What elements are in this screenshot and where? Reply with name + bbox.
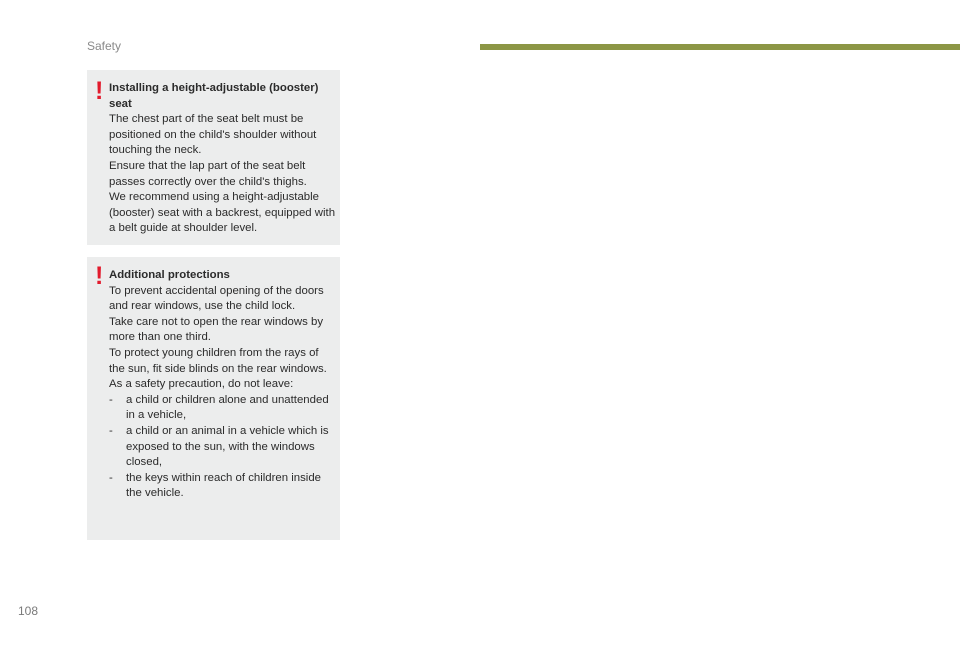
note-paragraph: To protect young children from the rays of the sun, fit side blinds on the rear windows. — [109, 346, 327, 375]
note-title: Installing a height-adjustable (booster) seat — [109, 82, 319, 110]
note-paragraph: We recommend using a height-adjustable (booster) seat with a backrest, equipped with a belt guide at shoulder level. — [109, 191, 336, 235]
list-item: - the keys within reach of children inside the vehicle. — [109, 471, 336, 502]
note-title: Additional protections — [109, 269, 230, 281]
section-title: Safety — [87, 39, 122, 53]
note-paragraph: The chest part of the seat belt must be positioned on the child's shoulder without touching the neck. — [109, 113, 317, 157]
list-item: - a child or children alone and unattended in a vehicle, — [109, 393, 336, 424]
note-paragraph: To prevent accidental opening of the doors and rear windows, use the child lock. — [109, 284, 324, 313]
exclamation-icon: ! — [95, 77, 104, 105]
warning-note-additional-protections — [87, 257, 340, 540]
list-item: - a child or an animal in a vehicle which is exposed to the sun, with the windows closed, — [109, 424, 336, 471]
note-body — [109, 81, 336, 237]
exclamation-icon: ! — [95, 262, 104, 290]
warning-note-booster-seat — [87, 70, 340, 245]
note-paragraph: Take care not to open the rear windows by more than one third. — [109, 315, 324, 344]
page-number: 108 — [18, 604, 39, 618]
header-accent-bar — [480, 44, 960, 50]
note-paragraph: As a safety precaution, do not leave: — [109, 378, 294, 391]
note-body — [109, 268, 336, 502]
precaution-list — [109, 393, 336, 502]
note-paragraph: Ensure that the lap part of the seat belt passes correctly over the child's thighs. — [109, 159, 307, 188]
